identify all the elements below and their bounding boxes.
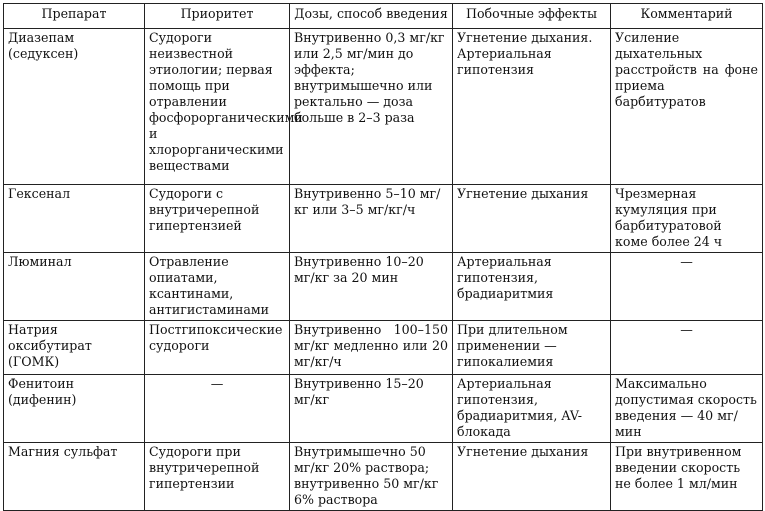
cell-drug: Люминал xyxy=(4,253,145,321)
cell-comment: — xyxy=(611,253,763,321)
cell-dose: Внутривенно 15–20 мг/кг xyxy=(290,375,453,443)
header-priority: Приоритет xyxy=(145,4,290,29)
cell-drug: Фенитоин (дифенин) xyxy=(4,375,145,443)
cell-priority: Судороги неизвестной этиологии; первая помощь при отравлении фосфорорганическими и хлорорганическими веществами xyxy=(145,29,290,185)
cell-drug: Гексенал xyxy=(4,185,145,253)
header-comment: Комментарий xyxy=(611,4,763,29)
cell-comment: Усиление дыхательных расстройств на фоне приема барбитуратов xyxy=(611,29,763,185)
cell-priority: Судороги с внутричерепной гипертензией xyxy=(145,185,290,253)
cell-drug: Натрия оксибутират (ГОМК) xyxy=(4,321,145,375)
table-row xyxy=(4,29,763,185)
table-row xyxy=(4,375,763,443)
cell-side-effects: Угнетение дыхания xyxy=(453,185,611,253)
cell-dose: Внутривенно 100–150 мг/кг медленно или 20 мг/кг/ч xyxy=(290,321,453,375)
cell-dose: Внутривенно 0,3 мг/кг или 2,5 мг/мин до эффекта; внутримышечно или ректально — доза больше в 2–3 раза xyxy=(290,29,453,185)
cell-drug: Диазепам (седуксен) xyxy=(4,29,145,185)
table-row xyxy=(4,185,763,253)
table-row xyxy=(4,321,763,375)
header-side-effects: Побочные эффекты xyxy=(453,4,611,29)
cell-dose: Внутримышечно 50 мг/кг 20% раствора; внутривенно 50 мг/кг 6% раствора xyxy=(290,443,453,511)
table-row xyxy=(4,253,763,321)
cell-comment: Максимально допустимая скорость введения — 40 мг/мин xyxy=(611,375,763,443)
header-drug: Препарат xyxy=(4,4,145,29)
cell-side-effects: Угнетение дыхания. Артериальная гипотензия xyxy=(453,29,611,185)
cell-side-effects: Артериальная гипотензия, брадиаритмия, AV-блокада xyxy=(453,375,611,443)
table-row xyxy=(4,443,763,511)
document-page xyxy=(3,3,762,511)
cell-priority: Постгипоксические судороги xyxy=(145,321,290,375)
cell-comment: — xyxy=(611,321,763,375)
cell-side-effects: При длительном применении — гипокалиемия xyxy=(453,321,611,375)
cell-priority: — xyxy=(145,375,290,443)
cell-dose: Внутривенно 5–10 мг/кг или 3–5 мг/кг/ч xyxy=(290,185,453,253)
cell-comment: Чрезмерная кумуляция при барбитуратовой коме более 24 ч xyxy=(611,185,763,253)
cell-side-effects: Угнетение дыхания xyxy=(453,443,611,511)
cell-priority: Судороги при внутричерепной гипертензии xyxy=(145,443,290,511)
cell-side-effects: Артериальная гипотензия, брадиаритмия xyxy=(453,253,611,321)
header-dose: Дозы, способ введения xyxy=(290,4,453,29)
cell-dose: Внутривенно 10–20 мг/кг за 20 мин xyxy=(290,253,453,321)
cell-drug: Магния сульфат xyxy=(4,443,145,511)
table-header-row xyxy=(4,4,763,29)
drug-table xyxy=(3,3,763,511)
cell-comment: При внутривенном введении скорость не более 1 мл/мин xyxy=(611,443,763,511)
cell-priority: Отравление опиатами, ксантинами, антигистаминами xyxy=(145,253,290,321)
